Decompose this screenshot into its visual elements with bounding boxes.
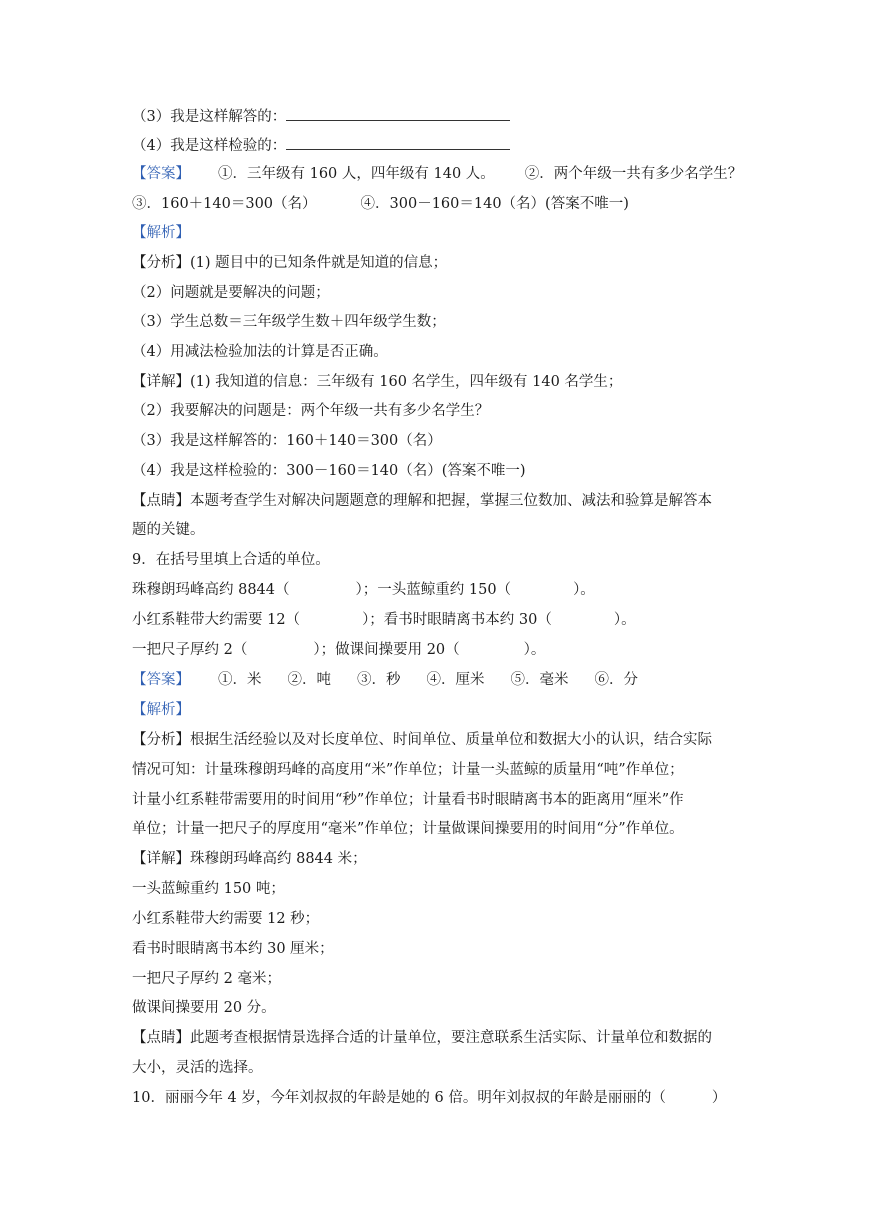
- line-text: (1) 题目中的已知条件就是知道的信息；: [190, 255, 448, 271]
- line-text: 一头蓝鲸重约 150 吨；: [132, 881, 285, 897]
- line-text: 小红系鞋带大约需要 12 秒；: [132, 911, 320, 927]
- answer-item: ④．厘米: [426, 672, 485, 688]
- line-text: 做课间操要用 20 分。: [132, 1000, 276, 1016]
- line-text: 单位；计量一把尺子的厚度用“毫米”作单位；计量做课间操要用的时间用“分”作单位。: [132, 821, 684, 837]
- answer-item: ③．秒: [357, 672, 401, 688]
- analysis-tag: 【解析】: [132, 225, 190, 241]
- line-text: 小红系鞋带大约需要 12（: [132, 612, 301, 628]
- line-text: 9．在括号里填上合适的单位。: [132, 552, 330, 568]
- answer-part: ②．两个年级一共有多少名学生？: [524, 166, 743, 182]
- section-tag: 【点睛】: [132, 1030, 190, 1046]
- answer-item: ⑥．分: [594, 672, 638, 688]
- answer-tag: 【答案】: [132, 166, 190, 182]
- line-text: ）。: [573, 582, 595, 598]
- detail-line: [132, 427, 749, 455]
- section-tag: 【详解】: [132, 374, 190, 390]
- q3-answer-line: [132, 103, 749, 131]
- answer-item: ②．吨: [287, 672, 331, 688]
- line-text: 看书时眼睛离书本约 30 厘米；: [132, 941, 334, 957]
- answer-blank: [286, 133, 510, 150]
- comment-line: [132, 516, 749, 544]
- detail-line: [132, 965, 749, 993]
- answer-part: ④．300－160＝140（名）(答案不唯一): [360, 196, 629, 212]
- line-text: （2）我要解决的问题是：两个年级一共有多少名学生？: [132, 403, 490, 419]
- answer-part: ①．三年级有 160 人，四年级有 140 人。: [218, 166, 495, 182]
- answer-item: ①．米: [218, 672, 262, 688]
- line-text: （3）我是这样解答的：: [132, 109, 287, 125]
- answer-line-8b: [132, 190, 749, 218]
- line-text: （4）我是这样检验的：300－160＝140（名）(答案不唯一): [132, 463, 526, 479]
- analysis-heading: [132, 219, 749, 247]
- line-text: （3）我是这样解答的：160＋140＝300（名）: [132, 433, 442, 449]
- line-text: 珠穆朗玛峰高约 8844（: [132, 582, 290, 598]
- line-text: 情况可知：计量珠穆朗玛峰的高度用“米”作单位；计量一头蓝鲸的质量用“吨”作单位；: [132, 762, 684, 778]
- line-text: （4）用减法检验加法的计算是否正确。: [132, 344, 388, 360]
- answer-line-8a: [132, 160, 749, 188]
- detail-line: [132, 935, 749, 963]
- line-text: 一把尺子厚约 2（: [132, 642, 248, 658]
- line-text: ）；看书时眼睛离书本约 30（: [362, 612, 552, 628]
- detail-line: [132, 845, 749, 873]
- line-text: 本题考查学生对解决问题题意的理解和把握，掌握三位数加、减法和验算是解答本: [190, 493, 712, 509]
- question-9-title: [132, 546, 749, 574]
- answer-item: ⑤．毫米: [510, 672, 569, 688]
- line-text: ）: [711, 1090, 727, 1106]
- question-10-line: [132, 1084, 749, 1112]
- line-text: 珠穆朗玛峰高约 8844 米；: [190, 851, 367, 867]
- detail-line: [132, 994, 749, 1022]
- line-text: ）；一头蓝鲸重约 150（: [355, 582, 512, 598]
- analysis-line: [132, 756, 749, 784]
- line-text: ）；做课间操要用 20（: [313, 642, 460, 658]
- line-text: 一把尺子厚约 2 毫米；: [132, 971, 281, 987]
- detail-line: [132, 457, 749, 485]
- line-text: 题的关键。: [132, 522, 205, 538]
- analysis-line: [132, 279, 749, 307]
- q4-check-line: [132, 132, 749, 160]
- line-text: 此题考查根据情景选择合适的计量单位，要注意联系生活实际、计量单位和数据的: [190, 1030, 712, 1046]
- comment-line: [132, 1024, 749, 1052]
- line-text: （2）问题就是要解决的问题；: [132, 285, 330, 301]
- comment-line: [132, 1054, 749, 1082]
- line-text: 大小，灵活的选择。: [132, 1060, 263, 1076]
- line-text: ）。: [523, 642, 546, 658]
- analysis-line: [132, 338, 749, 366]
- analysis-tag: 【解析】: [132, 702, 190, 718]
- line-text: （3）学生总数＝三年级学生数＋四年级学生数；: [132, 314, 446, 330]
- detail-line: [132, 397, 749, 425]
- analysis-line: [132, 308, 749, 336]
- answer-blank: [286, 104, 510, 121]
- answer-part: ③．160＋140＝300（名）: [132, 196, 317, 212]
- question-9-line: [132, 636, 749, 664]
- section-tag: 【分析】: [132, 732, 190, 748]
- line-text: ）。: [613, 612, 636, 628]
- analysis-line: [132, 786, 749, 814]
- line-text: 计量小红系鞋带需要用的时间用“秒”作单位；计量看书时眼睛离书本的距离用“厘米”作: [132, 792, 684, 808]
- detail-line: [132, 905, 749, 933]
- analysis-line: [132, 249, 749, 277]
- line-text: 10．丽丽今年 4 岁，今年刘叔叔的年龄是她的 6 倍。明年刘叔叔的年龄是丽丽的（: [132, 1090, 666, 1106]
- section-tag: 【点睛】: [132, 493, 190, 509]
- section-tag: 【详解】: [132, 851, 190, 867]
- section-tag: 【分析】: [132, 255, 190, 271]
- line-text: (1) 我知道的信息：三年级有 160 名学生，四年级有 140 名学生；: [190, 374, 623, 390]
- analysis-heading: [132, 696, 749, 724]
- answer-tag: 【答案】: [132, 672, 190, 688]
- question-9-line: [132, 576, 749, 604]
- analysis-line: [132, 726, 749, 754]
- analysis-line: [132, 815, 749, 843]
- question-9-line: [132, 606, 749, 634]
- answer-line-9: [132, 666, 749, 694]
- line-text: （4）我是这样检验的：: [132, 138, 287, 154]
- line-text: 根据生活经验以及对长度单位、时间单位、质量单位和数据大小的认识，结合实际: [190, 732, 712, 748]
- comment-line: [132, 487, 749, 515]
- detail-line: [132, 368, 749, 396]
- detail-line: [132, 875, 749, 903]
